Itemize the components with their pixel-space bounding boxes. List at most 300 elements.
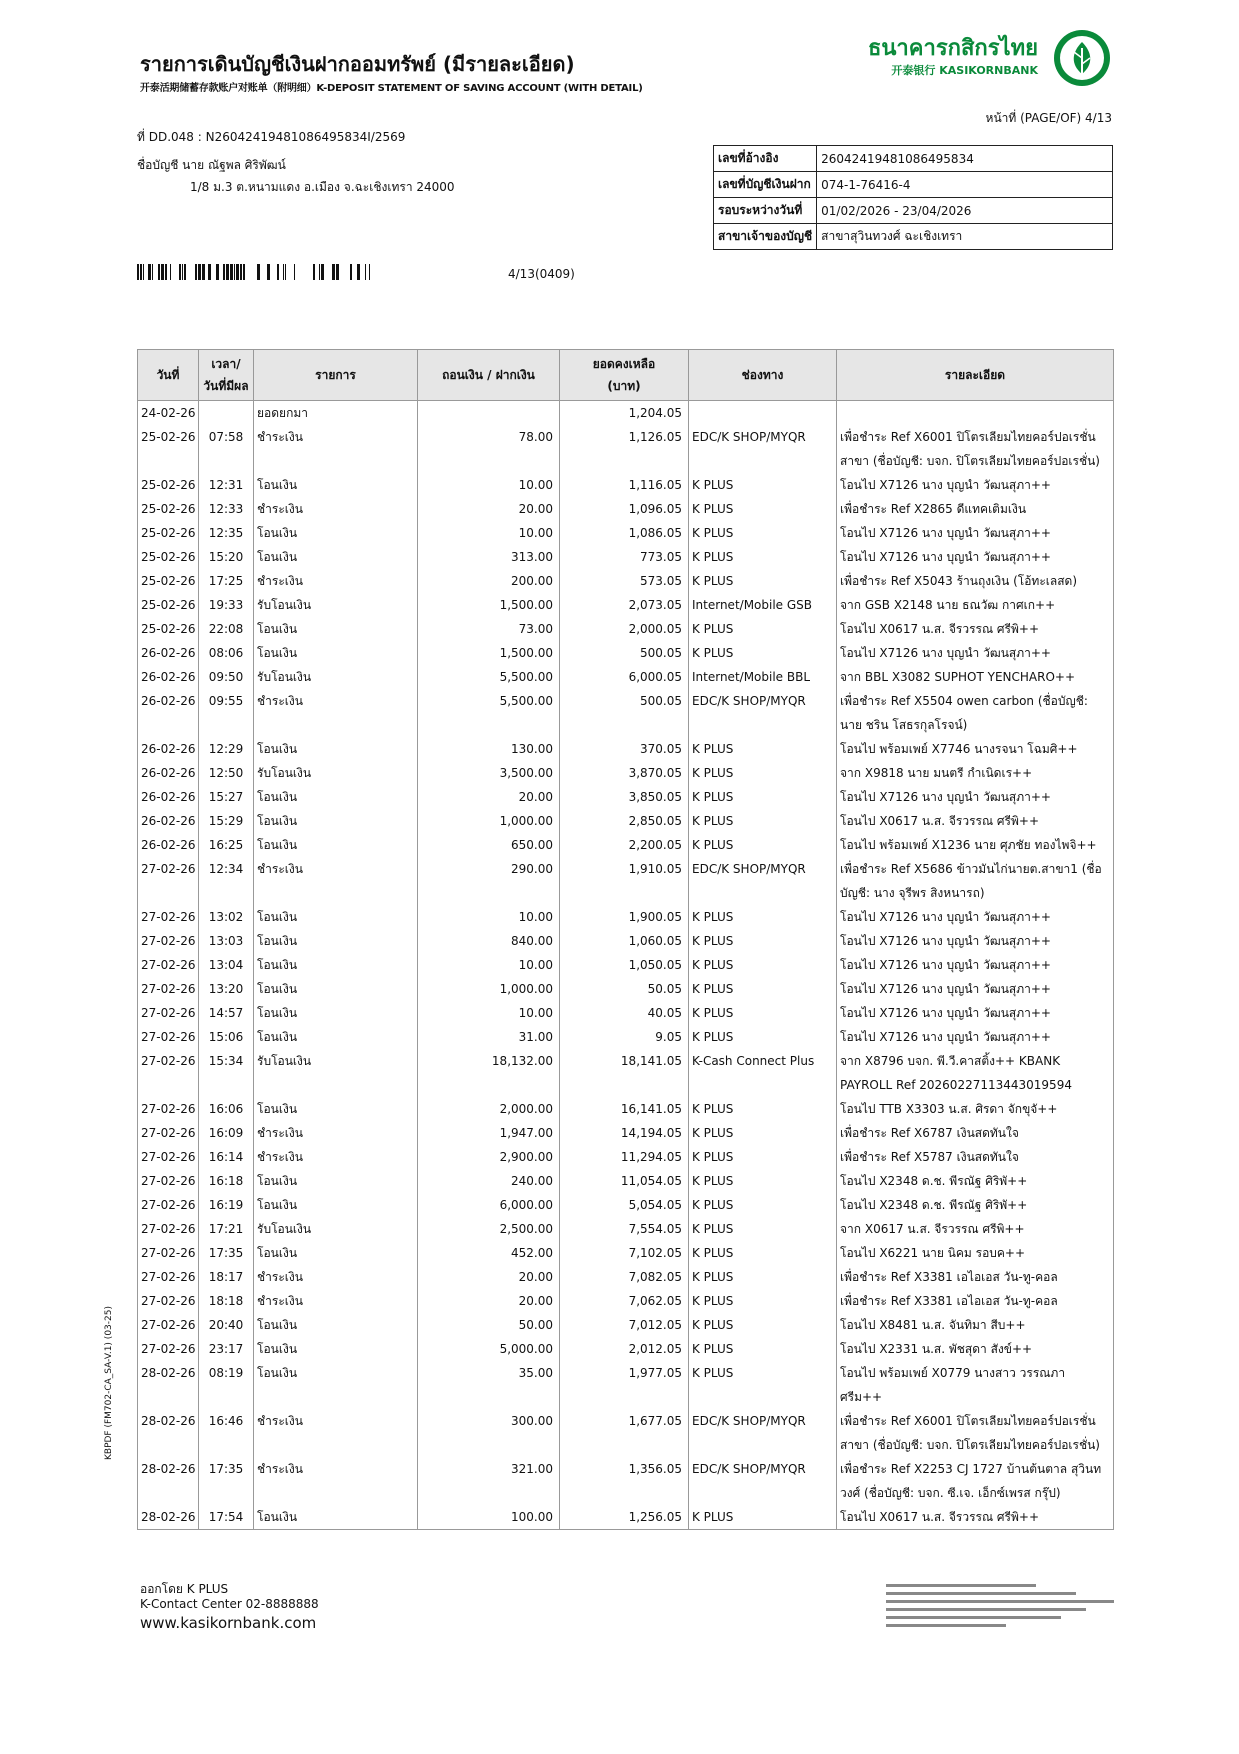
cell-description: โอนเงิน	[254, 1169, 418, 1193]
cell-detail: เพื่อชำระ Ref X5787 เงินสดทันใจ	[837, 1145, 1114, 1169]
col-header-time	[199, 350, 254, 401]
cell-balance: 16,141.05	[560, 1097, 689, 1121]
col-header-amount	[418, 350, 560, 401]
cell-amount: 35.00	[418, 1361, 560, 1409]
cell-balance: 7,062.05	[560, 1289, 689, 1313]
table-row	[138, 569, 1114, 593]
cell-description: โอนเงิน	[254, 473, 418, 497]
cell-amount: 840.00	[418, 929, 560, 953]
table-row	[138, 1145, 1114, 1169]
cell-date: 26-02-26	[138, 761, 199, 785]
cell-channel: K PLUS	[689, 905, 837, 929]
page-number: หน้าที่ (PAGE/OF) 4/13	[985, 111, 1112, 125]
cell-balance: 3,850.05	[560, 785, 689, 809]
document-reference: ที่ DD.048 : N26042419481086495834I/2569	[137, 130, 406, 144]
cell-date: 26-02-26	[138, 785, 199, 809]
cell-detail: โอนไป X2348 ด.ช. พีรณัฐ ศิริพั++	[837, 1193, 1114, 1217]
cell-detail: โอนไป X0617 น.ส. จีรวรรณ ศรีพิ++	[837, 809, 1114, 833]
cell-channel: Internet/Mobile GSB	[689, 593, 837, 617]
cell-channel: K PLUS	[689, 737, 837, 761]
table-header-row	[138, 350, 1114, 401]
cell-amount: 1,947.00	[418, 1121, 560, 1145]
cell-balance: 1,204.05	[560, 401, 689, 426]
cell-amount: 6,000.00	[418, 1193, 560, 1217]
cell-detail: โอนไป X8481 น.ส. จันทิมา สีบ++	[837, 1313, 1114, 1337]
cell-description: โอนเงิน	[254, 1337, 418, 1361]
info-value: สาขาสุวินทวงศ์ ฉะเชิงเทรา	[817, 224, 1113, 250]
cell-description: โอนเงิน	[254, 1361, 418, 1409]
cell-amount: 10.00	[418, 1001, 560, 1025]
cell-channel: K PLUS	[689, 1337, 837, 1361]
cell-balance: 1,096.05	[560, 497, 689, 521]
cell-balance: 1,256.05	[560, 1505, 689, 1530]
cell-amount: 31.00	[418, 1025, 560, 1049]
cell-balance: 11,054.05	[560, 1169, 689, 1193]
cell-date: 27-02-26	[138, 1193, 199, 1217]
cell-channel: K PLUS	[689, 1121, 837, 1145]
table-row	[138, 977, 1114, 1001]
cell-description: โอนเงิน	[254, 833, 418, 857]
cell-balance: 1,677.05	[560, 1409, 689, 1457]
cell-detail: โอนไป X7126 นาง บุญนำ วัฒนสุภา++	[837, 1025, 1114, 1049]
cell-amount: 73.00	[418, 617, 560, 641]
cell-channel: K PLUS	[689, 1217, 837, 1241]
cell-detail: เพื่อชำระ Ref X6001 ปิโตรเลียมไทยคอร์ปอเรชั่น สาขา (ชื่อบัญชี: บจก. ปิโตรเลียมไทยคอร์ปอเรชั่น)	[837, 1409, 1114, 1457]
cell-date: 27-02-26	[138, 1121, 199, 1145]
cell-time: 15:27	[199, 785, 254, 809]
cell-balance: 1,977.05	[560, 1361, 689, 1409]
cell-amount: 1,500.00	[418, 593, 560, 617]
cell-balance: 773.05	[560, 545, 689, 569]
info-row	[714, 198, 1113, 224]
cell-balance: 9.05	[560, 1025, 689, 1049]
cell-channel: EDC/K SHOP/MYQR	[689, 425, 837, 473]
cell-channel: Internet/Mobile BBL	[689, 665, 837, 689]
cell-amount: 5,000.00	[418, 1337, 560, 1361]
cell-amount: 78.00	[418, 425, 560, 473]
issued-by: ออกโดย K PLUS	[140, 1582, 229, 1596]
cell-description: ชำระเงิน	[254, 569, 418, 593]
cell-balance: 18,141.05	[560, 1049, 689, 1097]
cell-detail: โอนไป พร้อมเพย์ X0779 นางสาว วรรณภา ศรีม++	[837, 1361, 1114, 1409]
table-row	[138, 1169, 1114, 1193]
cell-detail: โอนไป X7126 นาง บุญนำ วัฒนสุภา++	[837, 545, 1114, 569]
cell-channel: K PLUS	[689, 809, 837, 833]
cell-description: โอนเงิน	[254, 1001, 418, 1025]
cell-date: 27-02-26	[138, 1097, 199, 1121]
table-row	[138, 833, 1114, 857]
cell-balance: 5,054.05	[560, 1193, 689, 1217]
table-row	[138, 1289, 1114, 1313]
table-row	[138, 1409, 1114, 1457]
cell-channel: K-Cash Connect Plus	[689, 1049, 837, 1097]
cell-time: 18:17	[199, 1265, 254, 1289]
cell-detail: โอนไป X6221 นาย นิคม รอบค++	[837, 1241, 1114, 1265]
table-row	[138, 641, 1114, 665]
cell-detail: เพื่อชำระ Ref X3381 เอไอเอส วัน-ทู-คอล	[837, 1265, 1114, 1289]
info-label: สาขาเจ้าของบัญชี	[714, 224, 817, 250]
cell-description: โอนเงิน	[254, 545, 418, 569]
cell-time: 14:57	[199, 1001, 254, 1025]
cell-description: โอนเงิน	[254, 521, 418, 545]
cell-balance: 370.05	[560, 737, 689, 761]
cell-channel: K PLUS	[689, 1001, 837, 1025]
cell-time: 17:54	[199, 1505, 254, 1530]
cell-channel: K PLUS	[689, 1313, 837, 1337]
cell-detail: โอนไป พร้อมเพย์ X7746 นางรจนา โฉมศิ++	[837, 737, 1114, 761]
cell-description: ชำระเงิน	[254, 1409, 418, 1457]
cell-time: 13:20	[199, 977, 254, 1001]
cell-time	[199, 401, 254, 426]
cell-description: ชำระเงิน	[254, 1121, 418, 1145]
cell-time: 12:31	[199, 473, 254, 497]
cell-amount: 130.00	[418, 737, 560, 761]
cell-detail: โอนไป X7126 นาง บุญนำ วัฒนสุภา++	[837, 953, 1114, 977]
form-code: KBPDF (FM702-CA_SA-V.1) (03-25)	[104, 1306, 114, 1460]
col-header-balance	[560, 350, 689, 401]
cell-detail: โอนไป X0617 น.ส. จีรวรรณ ศรีพิ++	[837, 617, 1114, 641]
cell-balance: 1,900.05	[560, 905, 689, 929]
cell-detail: โอนไป X7126 นาง บุญนำ วัฒนสุภา++	[837, 977, 1114, 1001]
cell-amount: 2,500.00	[418, 1217, 560, 1241]
cell-balance: 14,194.05	[560, 1121, 689, 1145]
cell-time: 19:33	[199, 593, 254, 617]
col-header-time-label: เวลา/ วันที่มีผล	[203, 357, 249, 393]
cell-time: 23:17	[199, 1337, 254, 1361]
bank-address-fineprint-icon	[886, 1582, 1116, 1628]
cell-date: 26-02-26	[138, 641, 199, 665]
cell-detail: เพื่อชำระ Ref X2253 CJ 1727 บ้านต้นตาล สุวินทวงศ์ (ชื่อบัญชี: บจก. ซี.เจ. เอ็กซ์เพรส กรุ๊ป)	[837, 1457, 1114, 1505]
table-row	[138, 425, 1114, 473]
cell-detail: เพื่อชำระ Ref X5043 ร้านถุงเงิน (โอ้ทะเลสด)	[837, 569, 1114, 593]
table-row	[138, 617, 1114, 641]
cell-detail: เพื่อชำระ Ref X6001 ปิโตรเลียมไทยคอร์ปอเรชั่น สาขา (ชื่อบัญชี: บจก. ปิโตรเลียมไทยคอร์ปอเรชั่น)	[837, 425, 1114, 473]
cell-detail: โอนไป X7126 นาง บุญนำ วัฒนสุภา++	[837, 785, 1114, 809]
col-header-channel-label: ช่องทาง	[741, 368, 784, 382]
account-info-box	[713, 145, 1113, 250]
transactions-table	[137, 349, 1114, 1530]
cell-channel: K PLUS	[689, 1025, 837, 1049]
cell-amount: 313.00	[418, 545, 560, 569]
cell-balance: 7,082.05	[560, 1265, 689, 1289]
cell-description: ชำระเงิน	[254, 1289, 418, 1313]
cell-date: 28-02-26	[138, 1457, 199, 1505]
cell-detail: จาก BBL X3082 SUPHOT YENCHARO++	[837, 665, 1114, 689]
cell-channel: K PLUS	[689, 473, 837, 497]
info-row	[714, 172, 1113, 198]
cell-amount: 100.00	[418, 1505, 560, 1530]
cell-detail: โอนไป X7126 นาง บุญนำ วัฒนสุภา++	[837, 473, 1114, 497]
cell-description: โอนเงิน	[254, 617, 418, 641]
cell-balance: 40.05	[560, 1001, 689, 1025]
cell-description: โอนเงิน	[254, 641, 418, 665]
cell-detail: จาก X0617 น.ส. จีรวรรณ ศรีพิ++	[837, 1217, 1114, 1241]
cell-balance: 1,910.05	[560, 857, 689, 905]
cell-balance: 1,060.05	[560, 929, 689, 953]
cell-amount: 20.00	[418, 497, 560, 521]
col-header-channel	[689, 350, 837, 401]
cell-amount: 20.00	[418, 1265, 560, 1289]
cell-date: 25-02-26	[138, 545, 199, 569]
cell-time: 17:35	[199, 1241, 254, 1265]
table-row	[138, 809, 1114, 833]
table-row	[138, 521, 1114, 545]
info-value: 26042419481086495834	[817, 146, 1113, 172]
cell-time: 15:20	[199, 545, 254, 569]
table-row	[138, 497, 1114, 521]
cell-time: 08:06	[199, 641, 254, 665]
cell-description: ชำระเงิน	[254, 1145, 418, 1169]
table-row	[138, 1505, 1114, 1530]
cell-channel: EDC/K SHOP/MYQR	[689, 1457, 837, 1505]
info-label: เลขที่บัญชีเงินฝาก	[714, 172, 817, 198]
cell-date: 27-02-26	[138, 905, 199, 929]
cell-date: 26-02-26	[138, 833, 199, 857]
cell-description: โอนเงิน	[254, 1241, 418, 1265]
cell-balance: 7,554.05	[560, 1217, 689, 1241]
cell-time: 16:06	[199, 1097, 254, 1121]
col-header-balance-label: ยอดคงเหลือ (บาท)	[592, 357, 656, 393]
cell-date: 25-02-26	[138, 497, 199, 521]
cell-date: 27-02-26	[138, 1265, 199, 1289]
cell-date: 27-02-26	[138, 1145, 199, 1169]
cell-date: 28-02-26	[138, 1361, 199, 1409]
cell-time: 22:08	[199, 617, 254, 641]
info-value: 074-1-76416-4	[817, 172, 1113, 198]
cell-amount: 240.00	[418, 1169, 560, 1193]
cell-balance: 1,116.05	[560, 473, 689, 497]
cell-balance: 1,356.05	[560, 1457, 689, 1505]
table-row	[138, 1025, 1114, 1049]
cell-amount	[418, 401, 560, 426]
cell-time: 16:46	[199, 1409, 254, 1457]
cell-description: รับโอนเงิน	[254, 593, 418, 617]
bank-name-en: 开泰银行 KASIKORNBANK	[891, 64, 1038, 77]
table-row	[138, 401, 1114, 426]
cell-balance: 1,086.05	[560, 521, 689, 545]
table-row	[138, 593, 1114, 617]
cell-description: โอนเงิน	[254, 977, 418, 1001]
table-row	[138, 473, 1114, 497]
cell-balance: 11,294.05	[560, 1145, 689, 1169]
cell-date: 27-02-26	[138, 1025, 199, 1049]
cell-time: 16:25	[199, 833, 254, 857]
cell-time: 16:09	[199, 1121, 254, 1145]
info-label: เลขที่อ้างอิง	[714, 146, 817, 172]
cell-detail: โอนไป X7126 นาง บุญนำ วัฒนสุภา++	[837, 905, 1114, 929]
cell-amount: 321.00	[418, 1457, 560, 1505]
cell-date: 25-02-26	[138, 473, 199, 497]
cell-channel: EDC/K SHOP/MYQR	[689, 857, 837, 905]
cell-channel: K PLUS	[689, 617, 837, 641]
cell-date: 27-02-26	[138, 953, 199, 977]
cell-detail: โอนไป X0617 น.ส. จีรวรรณ ศรีพิ++	[837, 1505, 1114, 1530]
cell-time: 13:02	[199, 905, 254, 929]
cell-date: 27-02-26	[138, 1337, 199, 1361]
cell-description: โอนเงิน	[254, 905, 418, 929]
col-header-date	[138, 350, 199, 401]
cell-amount: 452.00	[418, 1241, 560, 1265]
cell-detail: โอนไป TTB X3303 น.ส. ศิรดา จักขุจั++	[837, 1097, 1114, 1121]
cell-description: โอนเงิน	[254, 1505, 418, 1530]
cell-time: 18:18	[199, 1289, 254, 1313]
cell-time: 07:58	[199, 425, 254, 473]
cell-time: 16:19	[199, 1193, 254, 1217]
bank-website-link[interactable]: www.kasikornbank.com	[140, 1614, 317, 1632]
col-header-description-label: รายการ	[315, 368, 356, 382]
cell-balance: 500.05	[560, 641, 689, 665]
cell-date: 26-02-26	[138, 689, 199, 737]
cell-channel: K PLUS	[689, 545, 837, 569]
cell-balance: 2,200.05	[560, 833, 689, 857]
cell-amount: 10.00	[418, 521, 560, 545]
cell-description: โอนเงิน	[254, 953, 418, 977]
account-name: ชื่อบัญชี นาย ณัฐพล ศิริพัฒน์	[137, 158, 286, 172]
col-header-detail	[837, 350, 1114, 401]
cell-time: 17:21	[199, 1217, 254, 1241]
contact-center: K-Contact Center 02-8888888	[140, 1597, 319, 1611]
cell-detail: โอนไป X7126 นาง บุญนำ วัฒนสุภา++	[837, 929, 1114, 953]
cell-description: โอนเงิน	[254, 785, 418, 809]
cell-balance: 2,850.05	[560, 809, 689, 833]
table-row	[138, 1193, 1114, 1217]
cell-detail: เพื่อชำระ Ref X6787 เงินสดทันใจ	[837, 1121, 1114, 1145]
cell-channel: K PLUS	[689, 953, 837, 977]
cell-amount: 10.00	[418, 905, 560, 929]
cell-description: โอนเงิน	[254, 1193, 418, 1217]
table-row	[138, 1241, 1114, 1265]
cell-description: รับโอนเงิน	[254, 761, 418, 785]
cell-amount: 2,900.00	[418, 1145, 560, 1169]
info-label: รอบระหว่างวันที่	[714, 198, 817, 224]
cell-amount: 5,500.00	[418, 665, 560, 689]
cell-description: ชำระเงิน	[254, 497, 418, 521]
table-row	[138, 905, 1114, 929]
table-row	[138, 1097, 1114, 1121]
cell-detail: เพื่อชำระ Ref X2865 ดีแทคเติมเงิน	[837, 497, 1114, 521]
table-row	[138, 857, 1114, 905]
cell-time: 17:35	[199, 1457, 254, 1505]
cell-detail: เพื่อชำระ Ref X5686 ข้าวมันไก่นายต.สาขา1 (ชื่อบัญชี: นาง จุรีพร สิงหนารถ)	[837, 857, 1114, 905]
cell-amount: 5,500.00	[418, 689, 560, 737]
cell-date: 25-02-26	[138, 593, 199, 617]
bank-logo	[867, 26, 1112, 90]
cell-time: 12:33	[199, 497, 254, 521]
cell-detail: โอนไป X2331 น.ส. พัชสุดา สังข์++	[837, 1337, 1114, 1361]
cell-detail: โอนไป X7126 นาง บุญนำ วัฒนสุภา++	[837, 641, 1114, 665]
cell-time: 12:34	[199, 857, 254, 905]
cell-amount: 650.00	[418, 833, 560, 857]
cell-channel: K PLUS	[689, 1241, 837, 1265]
col-header-date-label: วันที่	[156, 368, 180, 382]
cell-description: ชำระเงิน	[254, 1265, 418, 1289]
table-row	[138, 665, 1114, 689]
col-header-amount-label: ถอนเงิน / ฝากเงิน	[442, 368, 535, 382]
cell-channel: K PLUS	[689, 833, 837, 857]
cell-balance: 2,000.05	[560, 617, 689, 641]
table-row	[138, 1457, 1114, 1505]
cell-amount: 18,132.00	[418, 1049, 560, 1097]
table-row	[138, 689, 1114, 737]
cell-date: 25-02-26	[138, 425, 199, 473]
cell-time: 09:55	[199, 689, 254, 737]
cell-channel: K PLUS	[689, 785, 837, 809]
cell-channel: K PLUS	[689, 521, 837, 545]
cell-detail: จาก X8796 บจก. พี.วี.คาสติ้ง++ KBANK PAYROLL Ref 20260227113443019594	[837, 1049, 1114, 1097]
cell-date: 25-02-26	[138, 521, 199, 545]
cell-detail: โอนไป X7126 นาง บุญนำ วัฒนสุภา++	[837, 521, 1114, 545]
cell-description: โอนเงิน	[254, 1313, 418, 1337]
cell-balance: 3,870.05	[560, 761, 689, 785]
cell-date: 27-02-26	[138, 1169, 199, 1193]
cell-amount: 10.00	[418, 953, 560, 977]
table-row	[138, 1313, 1114, 1337]
table-row	[138, 953, 1114, 977]
cell-description: รับโอนเงิน	[254, 1049, 418, 1097]
cell-date: 27-02-26	[138, 857, 199, 905]
barcode-text: 4/13(0409)	[508, 267, 575, 281]
cell-time: 17:25	[199, 569, 254, 593]
table-row	[138, 785, 1114, 809]
cell-description: โอนเงิน	[254, 809, 418, 833]
cell-description: โอนเงิน	[254, 1097, 418, 1121]
cell-description: ชำระเงิน	[254, 1457, 418, 1505]
col-header-description	[254, 350, 418, 401]
table-row	[138, 1049, 1114, 1097]
cell-date: 27-02-26	[138, 1241, 199, 1265]
cell-channel: K PLUS	[689, 929, 837, 953]
cell-time: 09:50	[199, 665, 254, 689]
cell-balance: 1,050.05	[560, 953, 689, 977]
cell-amount: 10.00	[418, 473, 560, 497]
cell-date: 26-02-26	[138, 737, 199, 761]
cell-detail: โอนไป พร้อมเพย์ X1236 นาย ศุภชัย ทองไพจิ++	[837, 833, 1114, 857]
cell-balance: 2,073.05	[560, 593, 689, 617]
cell-channel: K PLUS	[689, 1361, 837, 1409]
cell-date: 26-02-26	[138, 809, 199, 833]
table-row	[138, 1217, 1114, 1241]
cell-date: 27-02-26	[138, 1217, 199, 1241]
cell-balance: 50.05	[560, 977, 689, 1001]
table-row	[138, 737, 1114, 761]
cell-time: 13:03	[199, 929, 254, 953]
cell-time: 12:29	[199, 737, 254, 761]
cell-amount: 50.00	[418, 1313, 560, 1337]
cell-channel: K PLUS	[689, 1289, 837, 1313]
cell-channel: K PLUS	[689, 641, 837, 665]
cell-amount: 200.00	[418, 569, 560, 593]
cell-balance: 1,126.05	[560, 425, 689, 473]
cell-time: 16:18	[199, 1169, 254, 1193]
cell-channel: K PLUS	[689, 1265, 837, 1289]
bank-name-th: ธนาคารกสิกรไทย	[867, 36, 1038, 61]
cell-description: รับโอนเงิน	[254, 1217, 418, 1241]
cell-channel: K PLUS	[689, 1505, 837, 1530]
cell-amount: 20.00	[418, 785, 560, 809]
cell-detail	[837, 401, 1114, 426]
cell-channel: K PLUS	[689, 761, 837, 785]
cell-amount: 1,000.00	[418, 977, 560, 1001]
cell-description: โอนเงิน	[254, 929, 418, 953]
statement-title: รายการเดินบัญชีเงินฝากออมทรัพย์ (มีรายละเอียด)	[140, 52, 575, 76]
cell-balance: 7,102.05	[560, 1241, 689, 1265]
cell-time: 12:35	[199, 521, 254, 545]
cell-time: 15:29	[199, 809, 254, 833]
cell-time: 16:14	[199, 1145, 254, 1169]
cell-date: 27-02-26	[138, 929, 199, 953]
cell-date: 27-02-26	[138, 1049, 199, 1097]
statement-subtitle: 开泰活期储蓄存款账户对账单（附明细）K-DEPOSIT STATEMENT OF SAVING ACCOUNT (WITH DETAIL)	[140, 83, 643, 94]
